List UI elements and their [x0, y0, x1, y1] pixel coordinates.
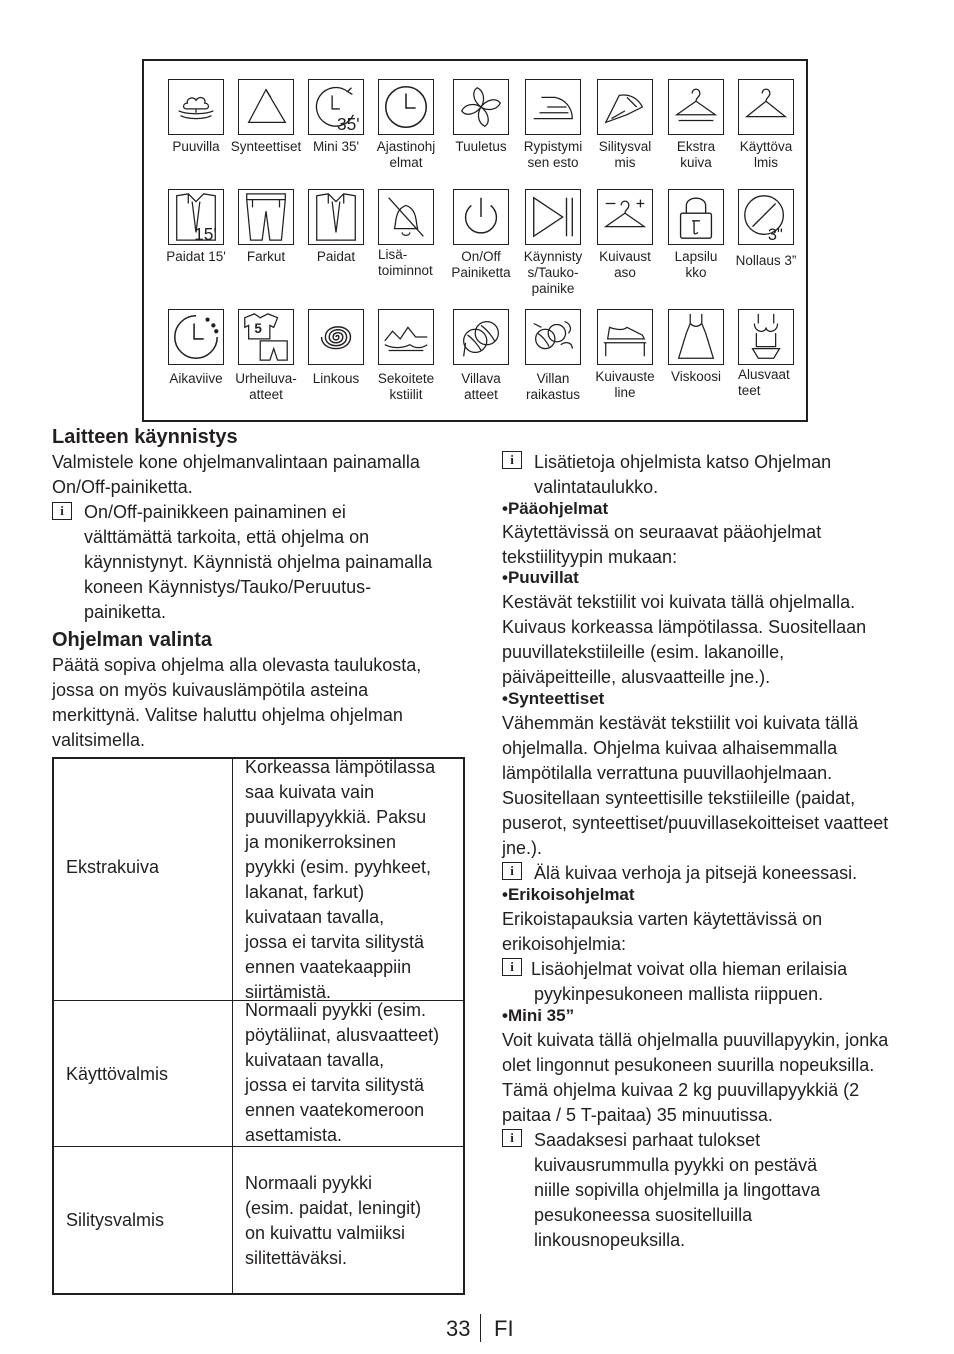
icon-cell-time-remaining [156, 309, 236, 419]
paragraph-line: Kuivaus korkeassa lämpötilassa. Suositellaan [502, 617, 867, 637]
icon-label: Villava atteet [461, 371, 501, 402]
note-line: koneen Käynnistys/Tauko/Peruutus- [84, 577, 372, 597]
page-number: 33 [446, 1316, 471, 1341]
icon-label: Lisä- toiminnot [378, 247, 433, 278]
child-lock-icon [668, 189, 724, 245]
icon-label: Ajastinohj elmat [376, 139, 436, 170]
icon-cell-shirts15 [156, 189, 236, 299]
paragraph-line: ohjelmalla. Ohjelma kuivaa alhaisemmalla [502, 738, 838, 758]
svg-text:15': 15' [194, 224, 217, 244]
power-icon [453, 189, 509, 245]
paragraph-line: jne.). [502, 838, 543, 858]
lingerie-icon [738, 309, 794, 365]
icon-label: Silitysval mis [598, 139, 652, 170]
icon-cell-hanger-plus [585, 189, 665, 299]
icon-label: Ekstra kuiva [676, 139, 716, 170]
icon-label: Linkous [312, 371, 360, 386]
select-paragraph-line: jossa on myös kuivauslämpötila asteina [52, 680, 369, 700]
note-line: kuivausrummulla pyykki on pestävä [534, 1155, 818, 1175]
iron-ready-icon [597, 79, 653, 135]
heading-main-programs: •Pääohjelmat [502, 499, 609, 518]
icon-cell-shoe-rack [585, 309, 665, 419]
language-code: FI [494, 1316, 514, 1341]
icon-label: Viskoosi [670, 369, 722, 384]
paragraph-line: Kestävät tekstiilit voi kuivata tällä ohjelmalla. [502, 592, 856, 612]
cotton-icon [168, 79, 224, 135]
icon-label: Sekoitete kstiilit [377, 371, 435, 402]
section-heading-start: Laitteen käynnistys [52, 426, 238, 448]
paragraph-line: Käytettävissä on seuraavat pääohjelmat [502, 522, 822, 542]
paragraph-line: tekstiilityypin mukaan: [502, 547, 678, 567]
extra-dry-hanger-icon [668, 79, 724, 135]
start-pause-icon [525, 189, 581, 245]
icon-cell-fan [441, 79, 521, 189]
note-line: pyykinpesukoneen mallista riippuen. [534, 984, 824, 1004]
note-line: On/Off-painikkeen painaminen ei [84, 502, 346, 522]
info-icon: i [52, 502, 72, 520]
icon-label: Aikaviive [169, 371, 223, 386]
note-line: Saadaksesi parhaat tulokset [534, 1130, 761, 1150]
timer-clock-icon [378, 79, 434, 135]
mini35-icon [308, 79, 364, 135]
note-line: pesukoneessa suositelluilla [534, 1205, 753, 1225]
note-line: Lisäohjelmat voivat olla hieman erilaisia [531, 959, 848, 979]
table-cell-description: Normaali pyykki (esim. pöytäliinat, alusvaatteet) kuivataan tavalla, jossa ei tarvita silitystä ennen vaatekomeroon asettamista. [245, 1000, 440, 1145]
heading-synthetics: •Synteettiset [502, 689, 605, 708]
icon-label: Tuuletus [455, 139, 507, 154]
icon-label: Käyttöva lmis [739, 139, 793, 170]
viscose-dress-icon [668, 309, 724, 365]
icon-cell-viscose [656, 309, 736, 419]
spin-icon [308, 309, 364, 365]
footer-divider [480, 1314, 481, 1342]
paragraph-line: Suositellaan synteettisille tekstiileille (paidat, [502, 788, 856, 808]
shirts15-icon [168, 189, 224, 245]
table-cell-program: Silitysvalmis [66, 1210, 165, 1230]
icon-cell-extra-dry [656, 79, 736, 189]
icon-label: Kuivaust aso [599, 249, 651, 280]
paragraph-line: päiväpeitteille, alusvaatteille jne.). [502, 667, 771, 687]
info-icon: i [502, 451, 522, 469]
shoe-rack-icon [597, 309, 653, 365]
icon-label: Mini 35' [312, 139, 360, 154]
paragraph-line: Erikoistapauksia varten käytettävissä on [502, 909, 823, 929]
select-paragraph-line: valitsimella. [52, 730, 146, 750]
icon-cell-wool [441, 309, 521, 419]
program-icon-panel [142, 59, 808, 422]
paragraph-line: paitaa / 5 T-paitaa) 35 minuutissa. [502, 1105, 773, 1125]
start-paragraph-line: Valmistele kone ohjelmanvalintaan painamalla [52, 452, 420, 472]
synthetic-icon [238, 79, 294, 135]
paragraph-line: Vähemmän kestävät tekstiilit voi kuivata tällä [502, 713, 859, 733]
anti-crease-iron-icon [525, 79, 581, 135]
icon-cell-wool-refresh [513, 309, 593, 419]
icon-cell-mixed [366, 309, 446, 419]
icon-label: Farkut [246, 249, 286, 264]
jeans-icon [238, 189, 294, 245]
heading-mini35: •Mini 35” [502, 1006, 575, 1025]
icon-cell-iron-ready [585, 79, 665, 189]
icon-cell-spin [296, 309, 376, 419]
svg-text:3": 3" [767, 226, 783, 244]
note-line: painiketta. [84, 602, 167, 622]
icon-cell-anti-crease [513, 79, 593, 189]
icon-cell-child-lock [656, 189, 736, 299]
section-heading-select: Ohjelman valinta [52, 629, 213, 651]
icon-label: Lapsilu kko [674, 249, 718, 280]
select-paragraph-line: merkittynä. Valitse haluttu ohjelma ohjelman [52, 705, 403, 725]
icon-cell-timer [366, 79, 446, 189]
icon-cell-jeans [226, 189, 306, 299]
icon-cell-ready-to-wear [726, 79, 806, 189]
icon-label: Käynnisty s/Tauko- painike [523, 249, 583, 296]
info-icon: i [502, 958, 522, 976]
icon-label: Paidat 15' [166, 249, 226, 264]
icon-cell-sportswear [226, 309, 306, 419]
info-icon: i [502, 862, 522, 880]
bell-off-icon [378, 189, 434, 245]
svg-text:35': 35' [336, 114, 360, 134]
icon-cell-bell-off [366, 189, 446, 299]
paragraph-line: olet lingonnut pesukoneen suurilla nopeuksilla. [502, 1055, 875, 1075]
table-row [54, 759, 463, 1001]
icon-label: Synteettiset [230, 139, 302, 154]
heading-special-programs: •Erikoisohjelmat [502, 885, 635, 904]
icon-label: On/Off Painiketta [451, 249, 511, 280]
info-icon: i [502, 1129, 522, 1147]
paragraph-line: Voit kuivata tällä ohjelmalla puuvillapyykin, jonka [502, 1030, 889, 1050]
icon-label: Paidat [316, 249, 356, 264]
paragraph-line: lämpötilalla verrattuna puuvillaohjelmaan. [502, 763, 833, 783]
icon-cell-synthetic [226, 79, 306, 189]
note-line: linkousnopeuksilla. [534, 1230, 686, 1250]
icon-cell-cotton [156, 79, 236, 189]
svg-text:5: 5 [254, 321, 262, 337]
note-line: käynnistynyt. Käynnistä ohjelma painamalla [84, 552, 433, 572]
ready-to-wear-hanger-icon [738, 79, 794, 135]
icon-label: Alusvaat teet [738, 367, 790, 398]
paragraph-line: puserot, synteettiset/puuvillasekoitteiset vaatteet [502, 813, 889, 833]
icon-cell-lingerie [726, 309, 806, 419]
note-line: niille sopivilla ohjelmilla ja lingottava [534, 1180, 821, 1200]
table-cell-program: Käyttövalmis [66, 1064, 169, 1084]
wool-refresh-icon [525, 309, 581, 365]
note-line: Älä kuivaa verhoja ja pitsejä koneessasi. [534, 863, 858, 883]
icon-label: Kuivauste line [595, 369, 655, 400]
table-row [54, 1147, 463, 1293]
paragraph-line: puuvillatekstiileille (esim. lakanoille, [502, 642, 785, 662]
paragraph-line: Tämä ohjelma kuivaa 2 kg puuvillapyykkiä (2 [502, 1080, 860, 1100]
icon-label: Nollaus 3” [735, 253, 797, 268]
sportswear-icon [238, 309, 294, 365]
icon-cell-shirts [296, 189, 376, 299]
icon-label: Urheiluva- atteet [235, 371, 297, 402]
paragraph-line: erikoisohjelmia: [502, 934, 627, 954]
time-remaining-icon [168, 309, 224, 365]
table-row [54, 1001, 463, 1147]
hanger-plus-icon [597, 189, 653, 245]
table-cell-description: Normaali pyykki (esim. paidat, leningit) on kuivattu valmiiksi silitettäväksi. [245, 1173, 422, 1268]
table-cell-description: Korkeassa lämpötilassa saa kuivata vain puuvillapyykkiä. Paksu ja monikerroksinen pyykki (esim. pyyhkeet, lakanat, farkut) kuivataan tavalla, jossa ei tarvita silitystä ennen vaatekaappiin siirtämistä. [245, 757, 436, 1002]
icon-cell-power [441, 189, 521, 299]
note-line: Lisätietoja ohjelmista katso Ohjelman [534, 452, 832, 472]
table-cell-program: Ekstrakuiva [66, 857, 160, 877]
icon-label: Puuvilla [172, 139, 220, 154]
icon-cell-mini35 [296, 79, 376, 189]
fan-icon [453, 79, 509, 135]
icon-label: Rypistymi sen esto [523, 139, 583, 170]
mixed-textiles-icon [378, 309, 434, 365]
note-line: valintataulukko. [534, 477, 659, 497]
wool-icon [453, 309, 509, 365]
select-paragraph-line: Päätä sopiva ohjelma alla olevasta taulukosta, [52, 655, 422, 675]
icon-cell-reset [726, 189, 806, 299]
shirts-icon [308, 189, 364, 245]
icon-cell-start-pause [513, 189, 593, 299]
reset3-icon [738, 189, 794, 245]
heading-cotton: •Puuvillat [502, 568, 579, 587]
note-line: välttämättä tarkoita, että ohjelma on [84, 527, 370, 547]
icon-label: Villan raikastus [525, 371, 581, 402]
start-paragraph-line: On/Off-painiketta. [52, 477, 193, 497]
dryness-level-table [52, 757, 465, 1295]
